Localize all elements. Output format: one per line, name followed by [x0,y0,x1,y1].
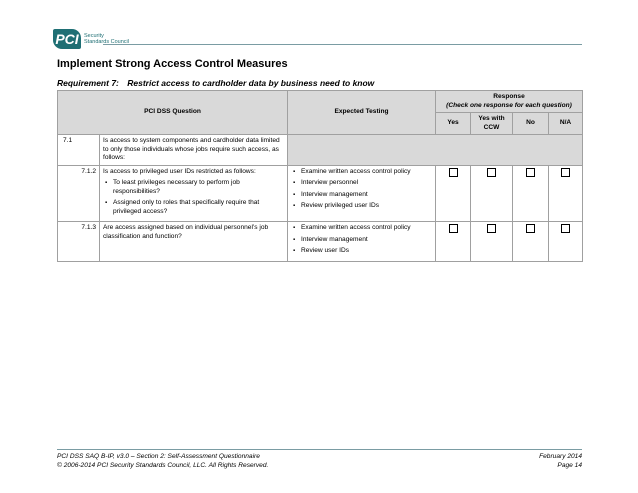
saq-table [57,90,583,262]
header-no: No [513,113,549,135]
requirement-text: Restrict access to cardholder data by business need to know [127,78,375,88]
question-bullet: ▪ To least privileges necessary to perform job responsibilities? [113,179,284,196]
cell-na [549,222,583,262]
testing-item: ▪ Interview management [301,191,432,200]
testing-item: ▪ Examine written access control policy [301,168,432,177]
page-title: Implement Strong Access Control Measures [57,58,288,70]
checkbox-no[interactable] [526,224,535,233]
row-question-cell [100,165,288,222]
pci-logo-mark: PCI [53,29,81,49]
header-divider [103,44,582,45]
cell-no [513,222,549,262]
checkbox-yes[interactable] [449,224,458,233]
question-bullet: ▪ Assigned only to roles that specifically require that privileged access? [113,199,284,216]
table-row [58,222,583,262]
footer-doc-title: PCI DSS SAQ B-IP, v3.0 – Section 2: Self-Assessment Questionnaire [57,453,260,460]
footer-copyright: © 2006-2014 PCI Security Standards Council, LLC. All Rights Reserved. [57,462,269,469]
testing-item: ▪ Interview personnel [301,179,432,188]
testing-item: ▪ Review privileged user IDs [301,202,432,211]
header-response-title: Response [493,93,525,100]
question-bullets [103,179,284,216]
header-yes-ccw: Yes with CCW [471,113,513,135]
row-number: 7.1.3 [58,222,100,262]
footer-line-1 [57,453,582,460]
header-question: PCI DSS Question [58,91,288,135]
row-question: Are access assigned based on individual personnel’s job classification and function? [100,222,288,262]
header-na: N/A [549,113,583,135]
testing-item: ▪ Interview management [301,236,432,245]
testing-list [291,168,432,211]
row-number: 7.1 [58,135,100,166]
cell-no [513,165,549,222]
row-shaded-area [288,135,583,166]
checkbox-no[interactable] [526,168,535,177]
header-yes: Yes [436,113,471,135]
footer-divider [57,449,582,450]
cell-na [549,165,583,222]
testing-item: ▪ Review user IDs [301,247,432,256]
row-number: 7.1.2 [58,165,100,222]
checkbox-na[interactable] [561,224,570,233]
checkbox-yes-ccw[interactable] [487,168,496,177]
testing-list [291,224,432,256]
footer-page-number: Page 14 [557,462,582,469]
row-testing-cell [288,222,436,262]
header-response [436,91,583,113]
row-testing-cell [288,165,436,222]
cell-yes-ccw [471,165,513,222]
table-row [58,165,583,222]
header-response-sub: (Check one response for each question) [446,101,572,109]
logo-line-2: Standards Council [84,39,129,45]
row-question: Is access to privileged user IDs restricted as follows: [103,167,256,175]
row-question: Is access to system components and cardholder data limited to only those individuals whose jobs require such access, as follows: [100,135,288,166]
cell-yes-ccw [471,222,513,262]
checkbox-yes[interactable] [449,168,458,177]
checkbox-yes-ccw[interactable] [487,224,496,233]
logo-line-1: Security [84,33,104,39]
cell-yes [436,222,471,262]
table-row [58,135,583,166]
header-testing: Expected Testing [288,91,436,135]
cell-yes [436,165,471,222]
checkbox-na[interactable] [561,168,570,177]
footer-line-2 [57,462,582,469]
pci-logo [53,29,129,49]
requirement-label: Requirement 7: [57,78,119,88]
testing-item: ▪ Examine written access control policy [301,224,432,233]
footer-date: February 2014 [539,453,582,460]
requirement-title [57,78,374,88]
